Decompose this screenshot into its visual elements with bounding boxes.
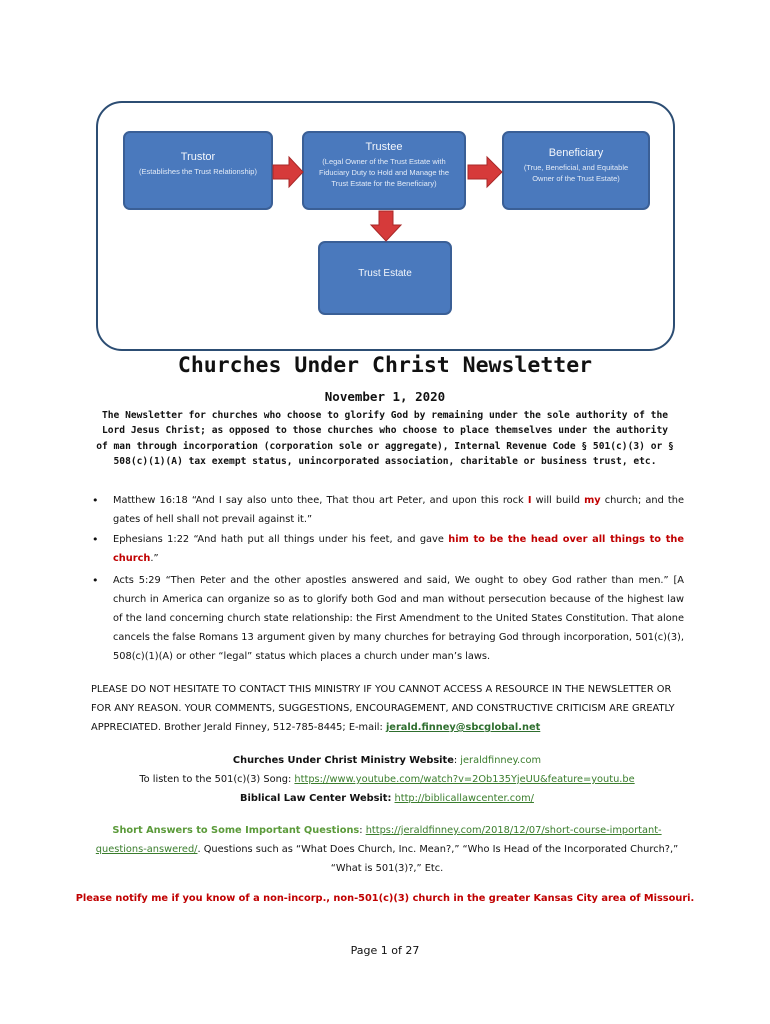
blc-link[interactable]: http://biblicallawcenter.com/ <box>394 793 534 804</box>
contact-paragraph <box>91 680 683 737</box>
website-link[interactable]: jeraldfinney.com <box>460 755 542 766</box>
separator: : <box>359 825 366 836</box>
short-answers-label: Short Answers to Some Important Questions <box>112 825 360 836</box>
arrow-right-icon <box>272 155 304 189</box>
trustor-box <box>123 131 273 210</box>
short-answers-paragraph <box>91 821 683 878</box>
bullet-text: church; and the gates of hell shall not prevail against it.” <box>113 495 684 525</box>
short-answers-link[interactable]: https://jeraldfinney.com/2018/12/07/short-course-important-questions-answered/ <box>95 825 662 855</box>
list-item <box>92 571 684 666</box>
trustee-line-3: Trust Estate for the Beneficiary) <box>331 179 437 188</box>
list-item <box>92 491 684 529</box>
arrow-right-icon <box>467 155 503 189</box>
bullet-emphasis: my <box>584 495 601 506</box>
short-answers-text: . Questions such as “What Does Church, Inc. Mean?,” “Who Is Head of the Incorporated Church?,” “What is 501(3)?,” Etc. <box>197 844 679 874</box>
trustee-line-1: (Legal Owner of the Trust Estate with <box>322 157 446 166</box>
trust-estate-title: Trust Estate <box>358 268 412 279</box>
ministry-links <box>91 751 683 808</box>
notify-message: Please notify me if you know of a non-incorp., non-501(c)(3) church in the greater Kansas City area of Missouri. <box>75 893 695 904</box>
bullet-text: will build <box>531 495 585 506</box>
website-line <box>91 751 683 770</box>
beneficiary-line-2: Owner of the Trust Estate) <box>532 174 620 183</box>
page-number: Page 1 of 27 <box>350 944 420 957</box>
arrow-down-icon <box>369 210 403 242</box>
beneficiary-line-1: (True, Beneficial, and Equitable <box>523 163 629 172</box>
trustee-line-2: Fiduciary Duty to Hold and Manage the <box>318 168 450 177</box>
trustor-title: Trustor <box>180 151 216 163</box>
bullet-emphasis: him to be the head over all things to the church <box>113 534 684 564</box>
beneficiary-title: Beneficiary <box>548 147 604 159</box>
trust-estate-box <box>318 241 452 315</box>
beneficiary-box <box>502 131 650 210</box>
trustee-title: Trustee <box>365 141 403 153</box>
song-label: To listen to the 501(c)(3) Song: <box>139 774 295 785</box>
bullet-text: Matthew 16:18 “And I say also unto thee, That thou art Peter, and upon this rock <box>113 495 528 506</box>
scripture-list <box>92 491 684 667</box>
blc-label: Biblical Law Center Websit: <box>240 793 392 804</box>
list-item <box>92 530 684 568</box>
website-label: Churches Under Christ Ministry Website <box>232 755 454 766</box>
trustee-box <box>302 131 466 210</box>
song-line <box>91 770 683 789</box>
trustor-subtitle: (Establishes the Trust Relationship) <box>139 167 257 176</box>
bullet-text: Ephesians 1:22 “And hath put all things under his feet, and gave <box>113 534 449 545</box>
newsletter-date: November 1, 2020 <box>324 389 446 404</box>
contact-text: PLEASE DO NOT HESITATE TO CONTACT THIS MINISTRY IF YOU CANNOT ACCESS A RESOURCE IN THE NEWSLETTER OR FOR ANY REASON. YOUR COMMENTS, SUGGESTIONS, ENCOURAGEMENT, AND CONSTRUCTIVE CRITICISM ARE GREATLY APPRECIATED. Brother Jerald Finney, 512-785-8445; E-mail: <box>91 684 675 733</box>
bullet-text: .” <box>150 553 159 564</box>
email-link[interactable]: jerald.finney@sbcglobal.net <box>385 722 541 733</box>
separator: : <box>453 755 461 766</box>
newsletter-intro: The Newsletter for churches who choose to glorify God by remaining under the sole authority of the Lord Jesus Christ; as opposed to those churches who choose to place themselves under the authority of man through incorporation (corporation sole or aggregate), Internal Revenue Code § 501(c)(3) or § 508(c)(1)(A) tax exempt status, unincorporated association, charitable or business trust, etc. <box>96 410 674 468</box>
blc-line <box>91 789 683 808</box>
bullet-emphasis: I <box>527 495 532 506</box>
bullet-text: Acts 5:29 “Then Peter and the other apostles answered and said, We ought to obey God rather than men.” [A church in America can organize so as to glorify both God and man without persecution because of the highest law of the land concerning church state relationship: the First Amendment to the United States Constitution. That alone cancels the false Romans 13 argument given by many churches for betraying God through incorporation, 501(c)(3), 508(c)(1)(A) or other “legal” status which places a church under man’s laws. <box>113 575 684 662</box>
newsletter-title: Churches Under Christ Newsletter <box>177 353 593 378</box>
song-link[interactable]: https://www.youtube.com/watch?v=2Ob135YjeUU&feature=youtu.be <box>294 774 635 785</box>
